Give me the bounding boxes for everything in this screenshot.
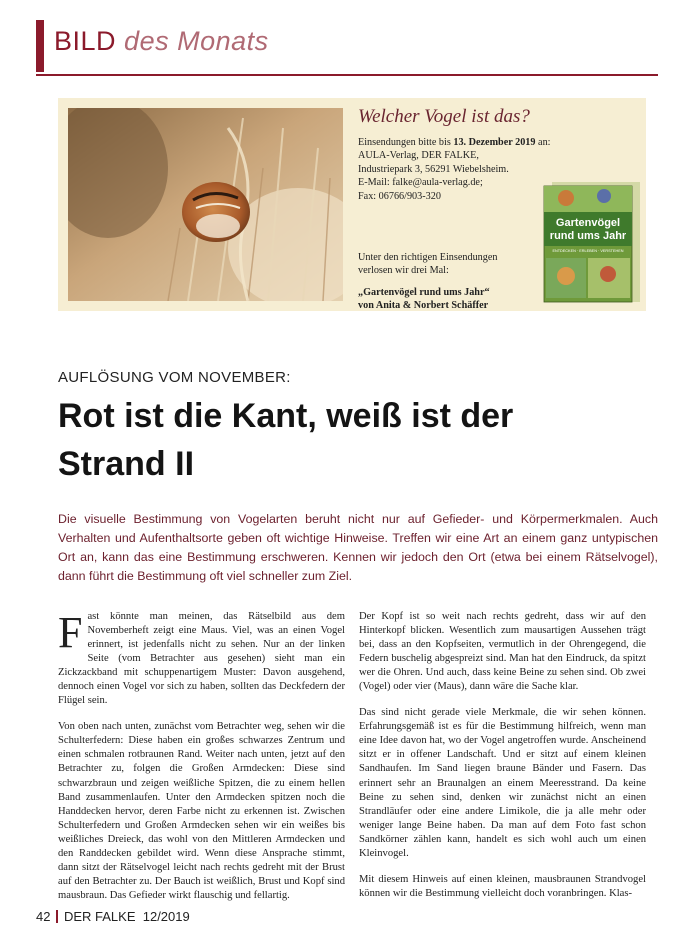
bird-photo-image xyxy=(68,108,343,301)
section-accent-bar xyxy=(36,20,44,72)
page-number: 42 xyxy=(36,909,51,924)
quiz-title: Welcher Vogel ist das? xyxy=(358,106,530,127)
book-cover-subtitle: rund ums Jahr xyxy=(549,230,627,242)
article-column-left xyxy=(58,610,345,915)
quiz-deadline xyxy=(358,136,648,149)
deadline-suffix: an: xyxy=(535,137,551,148)
header-divider xyxy=(36,74,658,76)
headline-line: Strand II xyxy=(58,445,195,483)
article-paragraph: Von oben nach unten, zunächst vom Betrachter weg, sehen wir die Schulterfedern: Diese haben ein großes schwarzes Zentrum und einen schmalen rotbraunen Rand. Weiter nach unten, jetzt auf den Betrachter zu, folgen die Großen Armdecken: Diese sind schwarzbraun und zeigen weißliche Spitzen, die zu einem hellen Band zusammenlaufen. Unter den Armdecken spitzen noch die Handdecken hervor, deren Farbe nicht zu erkennen ist. Zwischen Schulterfedern und Großen Armdecken sehen wir ein weißes bis weißliches Dreieck, das wohl von den Mittleren Armdecken und den Randdecken gebildet wird. Wenn diese Ansprache stimmt, dann sitzt der Rätselvogel leicht nach rechts gedreht mit der Brust auf den Betrachter zu. Der Bauch ist weißlich, Brust und Kopf sind mausbraun. Das Gefieder wirkt flauschig und fellartig. xyxy=(58,721,345,901)
article-paragraph: Das sind nicht gerade viele Merkmale, die wir sehen können. Erfahrungsgemäß ist es für die Bestimmung hilfreich, wenn man eine Idee davon hat, wo der Vogel angetroffen wurde. Anscheinend sitzt er in offener Landschaft. Und er sitzt auf einem kleinen Sandhaufen. Im Sand liegen braune Bänder und Fasern. Das erinnert sehr an Braunalgen an einem Meeresstrand. Da keine Beine zu sehen sind, denken wir zunächst nicht an einen Strandläufer oder eine andere Limikole, die ja alle mehr oder weniger lange Beine haben. Da man auf dem Foto fast schon Sandkörner zählen kann, handelt es sich wohl auch um einen Kleinvogel. xyxy=(359,707,646,859)
magazine-name: DER FALKE xyxy=(63,909,136,924)
footer-separator xyxy=(56,910,58,923)
book-cover-tagline: ENTDECKEN · ERLEBEN · VERSTEHEN xyxy=(552,249,624,253)
prize-line: Unter den richtigen Einsendungen xyxy=(358,252,498,263)
deadline-date: 13. Dezember 2019 xyxy=(453,137,536,148)
issue-number: 12/2019 xyxy=(142,909,190,924)
deadline-prefix: Einsendungen bitte bis xyxy=(358,137,454,148)
drop-cap: F xyxy=(58,608,83,657)
quiz-box xyxy=(58,98,646,311)
article-kicker: AUFLÖSUNG VOM NOVEMBER: xyxy=(58,369,291,386)
page-footer xyxy=(36,909,190,924)
prize-book-title: „Gartenvögel rund ums Jahr“ xyxy=(358,286,490,298)
book-cover xyxy=(538,176,642,304)
section-title xyxy=(54,26,269,57)
book-cover-title: Gartenvögel xyxy=(555,217,621,229)
prize-line: verlosen wir drei Mal: xyxy=(358,265,449,277)
section-subtitle: des Monats xyxy=(124,26,269,56)
article-paragraph xyxy=(58,610,345,708)
address-line: Industriepark 3, 56291 Wiebelsheim. xyxy=(358,163,509,175)
book-cover-image xyxy=(538,176,642,304)
prize-book-authors: von Anita & Norbert Schäffer xyxy=(358,300,489,312)
article-headline xyxy=(58,392,658,488)
paragraph-text: ast könnte man meinen, das Rätselbild aus dem Novemberheft zeigt eine Maus. Viel, was an einen Vogel erinnert, ist jedenfalls nicht zu sehen. Nur an der linken Seite (vom Betrachter aus gesehen) sieht man ein Zickzackband mit schuppenartigem Muster: Davon ausgehend, dennoch einen Vogel vor sich zu haben, sollten das Deckfedern der Flügel sein. xyxy=(58,611,345,707)
quiz-photo xyxy=(68,108,343,301)
article-paragraph: Mit diesem Hinweis auf einen kleinen, mausbraunen Strandvogel können wir die Bestimmung vielleicht doch voranbringen. Klas- xyxy=(359,873,646,899)
headline-line: Rot ist die Kant, weiß ist der xyxy=(58,397,514,435)
article-paragraph: Der Kopf ist so weit nach rechts gedreht, dass wir auf den Hinterkopf blicken. Wesentlich zum mausartigen Aussehen trägt bei, dass an den Kopfseiten, vermutlich in der Ohrengegend, die Federn buschelig abgespreizt sind. Man hat den Eindruck, da spitzt wer die Ohren. Und auch, dass keine Beine zu sehen sind. Ob zwei (Vogel) oder vier (Maus), dann wäre die Sache klar. xyxy=(359,611,646,693)
quiz-prize xyxy=(358,251,548,313)
article-lead: Die visuelle Bestimmung von Vogelarten beruht nicht nur auf Gefieder- und Körpermerkmalen. Auch Verhalten und Aufenthaltsorte geben oft wichtige Hinweise. Treffen wir eine Art an einem ganz untypischen Ort an, kann das eine Bestimmung erschweren. Kennen wir jedoch den Ort (etwa bei einem Rätselvogel), dann führt die Bestimmung oft viel schneller zum Ziel. xyxy=(58,512,658,583)
email-line[interactable]: E-Mail: falke@aula-verlag.de; xyxy=(358,177,483,189)
address-line: AULA-Verlag, DER FALKE, xyxy=(358,150,479,162)
section-name: BILD xyxy=(54,26,117,56)
article-column-right xyxy=(359,610,646,913)
fax-line: Fax: 06766/903-320 xyxy=(358,190,441,202)
